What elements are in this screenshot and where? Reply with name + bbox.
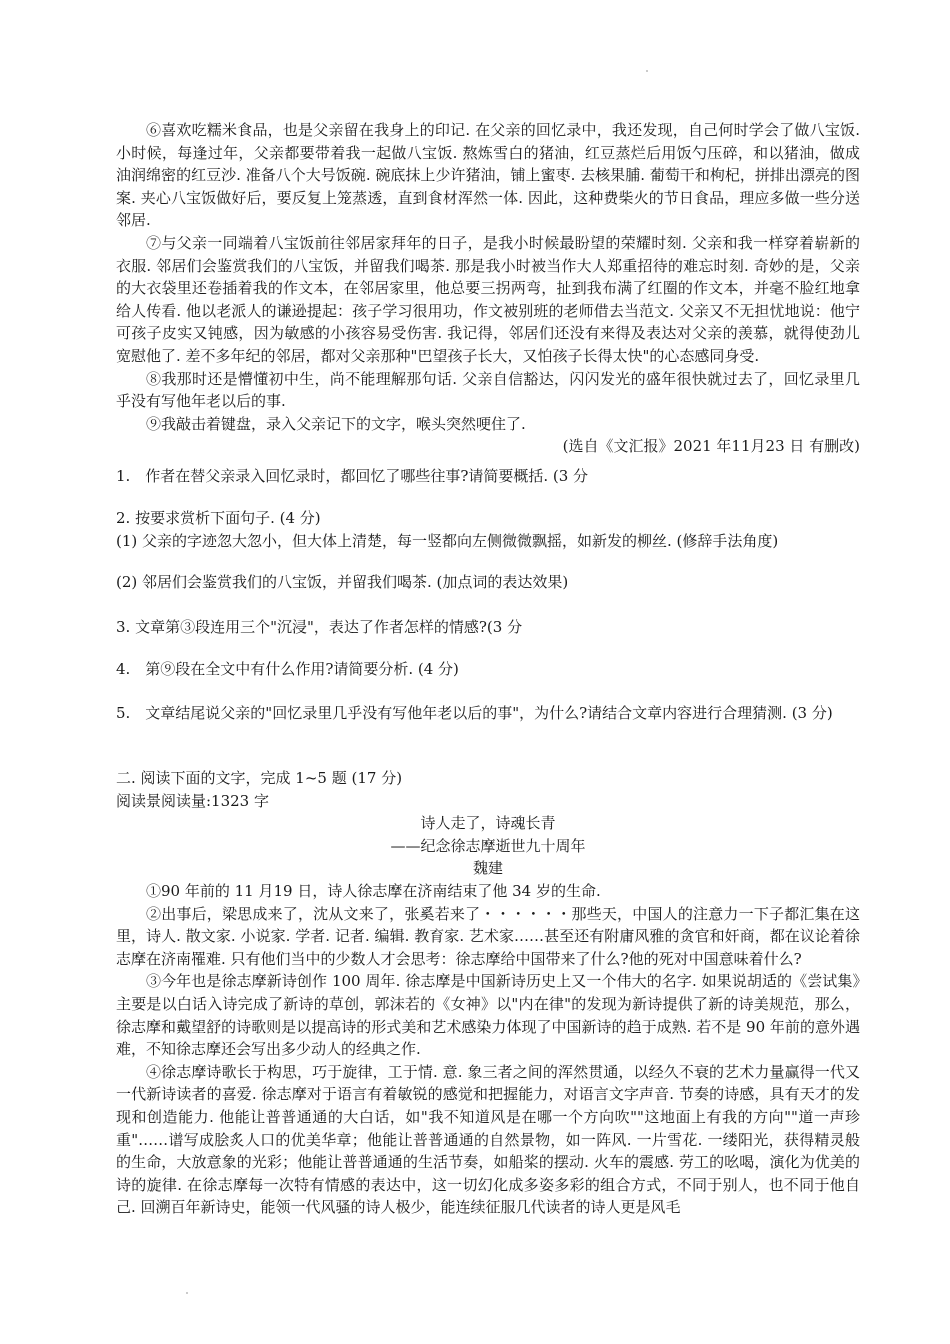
paragraph-7: ⑦与父亲一同端着八宝饭前往邻居家拜年的日子，是我小时候最盼望的荣耀时刻. 父亲和我一样穿着崭新的衣服. 邻居们会鉴赏我们的八宝饭，并留我们喝茶. 那是我小时被当作大人郑重招待的难忘时刻. 奇妙的是，父亲的大衣袋里还卷插着我的作文本，在邻居家里，他总要三拐两弯，扯到我布满了红圈的作文本，并毫不脸红地拿给人传看. 他以老派人的谦逊提起：孩子学习很用功，作文被别班的老师借去当范文. 父亲又不无担忧地说：他宁可孩子皮实又钝感，因为敏感的小孩容易受伤害. 我记得，邻居们还没有来得及表达对父亲的羡慕，就得使劲儿宽慰他了. 差不多年纪的邻居，都对父亲那种"巴望孩子长大，又怕孩子长得太快"的心态感同身受.	[116, 233, 860, 365]
section-two	[116, 767, 860, 1219]
paragraph-8: ⑧我那时还是懵懂初中生，尚不能理解那句话. 父亲自信豁达，闪闪发光的盛年很快就过去了，回忆录里几乎没有写他年老以后的事.	[116, 369, 860, 411]
paragraph-1: ①90 年前的 11 月19 日，诗人徐志摩在济南结束了他 34 岁的生命.	[146, 881, 601, 900]
article-author: 魏建	[472, 859, 503, 878]
question-1	[116, 465, 860, 488]
article-one-tail	[116, 119, 860, 458]
question-3	[116, 616, 860, 639]
question-2-text: 2. 按要求赏析下面句子. (4 分)	[116, 509, 321, 527]
scan-speck	[646, 70, 648, 72]
paragraph-3: ③今年也是徐志摩新诗创作 100 周年. 徐志摩是中国新诗历史上又一个伟大的名字. 如果说胡适的《尝试集》主要是以白话入诗完成了新诗的草创，郭沫若的《女神》以"内在律"的发现为新诗提供了新的诗美规范，那么，徐志摩和戴望舒的诗歌则是以提高诗的形式美和艺术感染力体现了中国新诗的趋于成熟. 若不是 90 年前的意外遇难，不知徐志摩还会写出多少动人的经典之作.	[116, 972, 860, 1059]
question-2-part-1: (1) 父亲的字迹忽大忽小，但大体上清楚，每一竖都向左侧微微飘摇，如新发的柳丝. (修辞手法角度)	[116, 531, 779, 550]
article-title: 诗人走了，诗魂长青	[420, 814, 556, 833]
paragraph-9: ⑨我敲击着键盘，录入父亲记下的文字，喉头突然哽住了.	[146, 414, 526, 433]
scan-speck	[186, 1292, 188, 1294]
paragraph-6: ⑥喜欢吃糯米食品，也是父亲留在我身上的印记. 在父亲的回忆录中，我还发现，自己何时学会了做八宝饭. 小时候，每逢过年，父亲都要带着我一起做八宝饭. 熬炼雪白的猪油，红豆蒸烂后用饭勺压碎，和以猪油，做成油润绵密的红豆沙. 准备八个大号饭碗. 碗底抹上少许猪油，铺上蜜枣. 去核果脯. 葡萄干和枸杞，拼排出漂亮的图案. 夹心八宝饭做好后，要反复上笼蒸透，直到食材浑然一体. 因此，这种费柴火的节日食品，理应多做一些分送邻居.	[116, 121, 860, 230]
question-2b	[116, 571, 860, 594]
source-note: (选自《文汇报》2021 年11月23 日 有删改)	[562, 437, 860, 456]
question-4	[116, 658, 860, 681]
question-5	[116, 702, 860, 725]
section-heading: 二. 阅读下面的文字，完成 1~5 题 (17 分)	[116, 769, 403, 787]
question-5-text: 5. 文章结尾说父亲的"回忆录里几乎没有写他年老以后的事"，为什么?请结合文章内容进行合理猜测. (3 分)	[116, 704, 833, 722]
question-2	[116, 507, 860, 552]
article-subtitle: ——纪念徐志摩逝世九十周年	[390, 836, 586, 855]
question-3-text: 3. 文章第③段连用三个"沉浸"，表达了作者怎样的情感?(3 分	[116, 618, 523, 636]
question-2-part-2: (2) 邻居们会鉴赏我们的八宝饭，并留我们喝茶. (加点词的表达效果)	[116, 573, 569, 591]
paragraph-2: ②出事后，梁思成来了，沈从文来了，张奚若来了・・・・・・那些天，中国人的注意力一下子都汇集在这里，诗人. 散文家. 小说家. 学者. 记者. 编辑. 教育家. 艺术家……甚至还有附庸风雅的贪官和奸商，都在议论着徐志摩在济南罹难. 只有他们当中的少数人才会思考：徐志摩给中国带来了什么?他的死对中国意味着什么?	[116, 904, 860, 968]
question-1-text: 1. 作者在替父亲录入回忆录时，都回忆了哪些往事?请简要概括. (3 分	[116, 467, 589, 485]
word-count: 阅读景阅读量:1323 字	[116, 791, 269, 810]
question-4-text: 4. 第⑨段在全文中有什么作用?请简要分析. (4 分)	[116, 660, 459, 678]
paragraph-4: ④徐志摩诗歌长于构思，巧于旋律，工于情. 意. 象三者之间的浑然贯通，以经久不衰的艺术力量赢得一代又一代新诗读者的喜爱. 徐志摩对于语言有着敏锐的感觉和把握能力，对语言文字声音. 节奏的诗感，具有天才的发现和创造能力. 他能让普普通通的大白话，如"我不知道风是在哪一个方向吹""这地面上有我的方向""道一声珍重"……谱写成脍炙人口的优美华章；他能让普普通通的自然景物，如一阵风. 一片雪花. 一缕阳光，获得精灵般的生命，大放意象的光彩；他能让普普通通的生活节奏，如船桨的摆动. 火车的震感. 劳工的吆喝，演化为优美的诗的旋律. 在徐志摩每一次特有情感的表达中，这一切幻化成多姿多彩的组合方式，不同于别人，也不同于他自己. 回溯百年新诗史，能领一代风骚的诗人极少，能连续征服几代读者的诗人更是风毛	[116, 1062, 860, 1217]
